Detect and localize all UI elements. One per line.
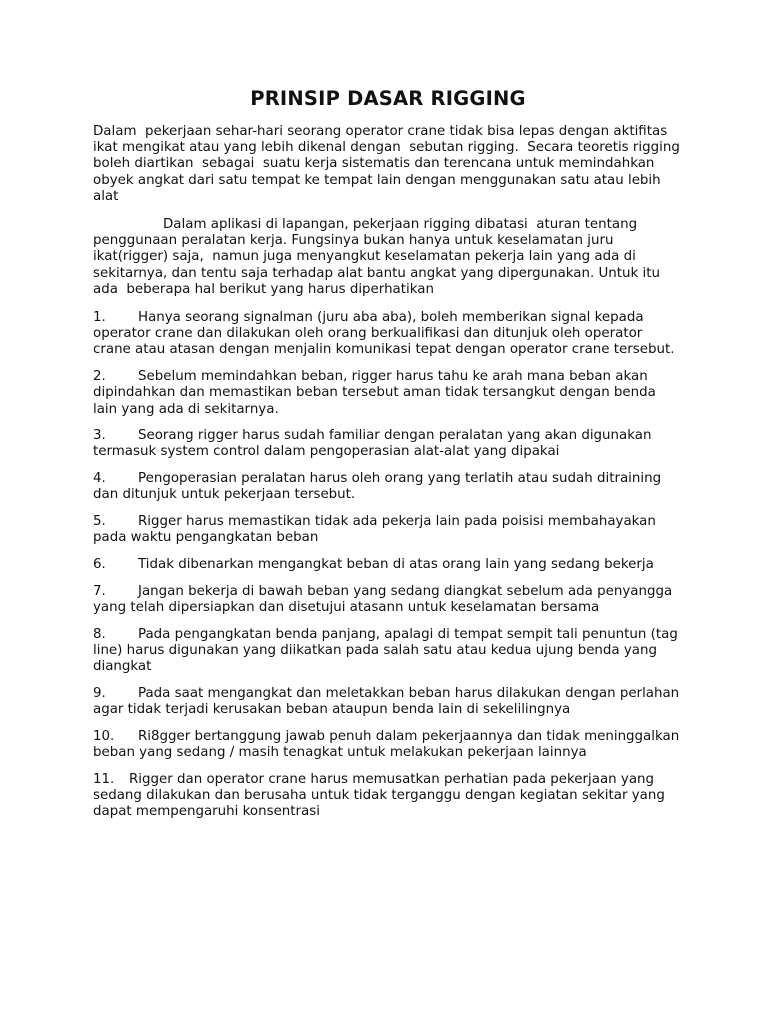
item-number: 7. [93,583,106,599]
item-number: 3. [93,428,106,444]
intro-paragraph: Dalam pekerjaan sehar-hari seorang operator crane tidak bisa lepas dengan aktifitas ikat mengikat atau yang lebih dikenal dengan sebutan rigging. Secara teoretis rigging boleh diartikan sebagai suatu kerja sistematis dan terencana untuk memindahkan obyek angkat dari satu tempat ke tempat lain dengan menggunakan satu atau lebih alat [93,124,685,204]
document-page [93,86,683,831]
list-item [93,772,683,821]
document-title: PRINSIP DASAR RIGGING [250,87,526,110]
item-number: 4. [93,471,106,487]
item-number: 5. [93,514,106,530]
list-item [93,428,683,460]
list-item [93,686,683,718]
rules-list [93,310,683,820]
item-number: 9. [93,685,106,701]
item-text: Hanya seorang signalman (juru aba aba), boleh memberikan signal kepada operator crane dan dilakukan oleh orang berkualifikasi dan ditunjuk oleh operator crane atau atasan dengan menjalin komunikasi tepat dengan operator crane tersebut. [93,310,675,358]
item-number: 10. [93,728,115,744]
list-item [93,471,683,503]
item-number: 1. [93,310,106,326]
item-text: Jangan bekerja di bawah beban yang sedang diangkat sebelum ada penyangga yang telah dipersiapkan dan disetujui atasann untuk keselamatan bersama [93,583,673,615]
list-item [93,369,683,418]
item-text: Pengoperasian peralatan harus oleh orang yang terlatih atau sudah ditraining dan ditunjuk untuk pekerjaan tersebut. [93,471,662,503]
item-text: Sebelum memindahkan beban, rigger harus tahu ke arah mana beban akan dipindahkan dan memastikan beban tersebut aman tidak tersangkut dengan benda lain yang ada di sekitarnya. [93,369,656,417]
item-text: Tidak dibenarkan mengangkat beban di atas orang lain yang sedang bekerja [138,556,654,572]
item-number: 2. [93,369,106,385]
item-number: 11. [93,771,115,787]
list-item [93,729,683,761]
list-item [93,557,683,573]
item-text: Pada pengangkatan benda panjang, apalagi di tempat sempit tali penuntun (tag line) harus digunakan yang diikatkan pada salah satu atau kedua ujung benda yang diangkat [93,626,678,674]
item-number: 8. [93,626,106,642]
item-number: 6. [93,556,106,572]
item-text: Ri8gger bertanggung jawab penuh dalam pekerjaannya dan tidak meninggalkan beban yang sedang / masih tenagkat untuk melakukan pekerjaan lainnya [93,728,680,760]
item-text: Rigger dan operator crane harus memusatkan perhatian pada pekerjaan yang sedang dilakukan dan berusaha untuk tidak terganggu dengan kegiatan sekitar yang dapat mempengaruhi konsentrasi [93,771,665,819]
item-text: Seorang rigger harus sudah familiar dengan peralatan yang akan digunakan termasuk system control dalam pengoperasian alat-alat yang dipakai [93,428,652,460]
list-item [93,627,683,676]
application-text: Dalam aplikasi di lapangan, pekerjaan rigging dibatasi aturan tentang penggunaan peralatan kerja. Fungsinya bukan hanya untuk keselamatan juru ikat(rigger) saja, namun juga menyangkut keselamatan pekerja lain yang ada di sekitarnya, dan tentu saja terhadap alat bantu angkat yang dipergunakan. Untuk itu ada beberapa hal berikut yang harus diperhatikan [93,217,665,297]
list-item [93,514,683,546]
item-text: Rigger harus memastikan tidak ada pekerja lain pada poisisi membahayakan pada waktu pengangkatan beban [93,514,656,546]
application-paragraph [93,217,683,298]
list-item [93,310,683,359]
list-item [93,584,683,616]
item-text: Pada saat mengangkat dan meletakkan beban harus dilakukan dengan perlahan agar tidak terjadi kerusakan beban ataupun benda lain di sekelilingnya [93,685,680,717]
